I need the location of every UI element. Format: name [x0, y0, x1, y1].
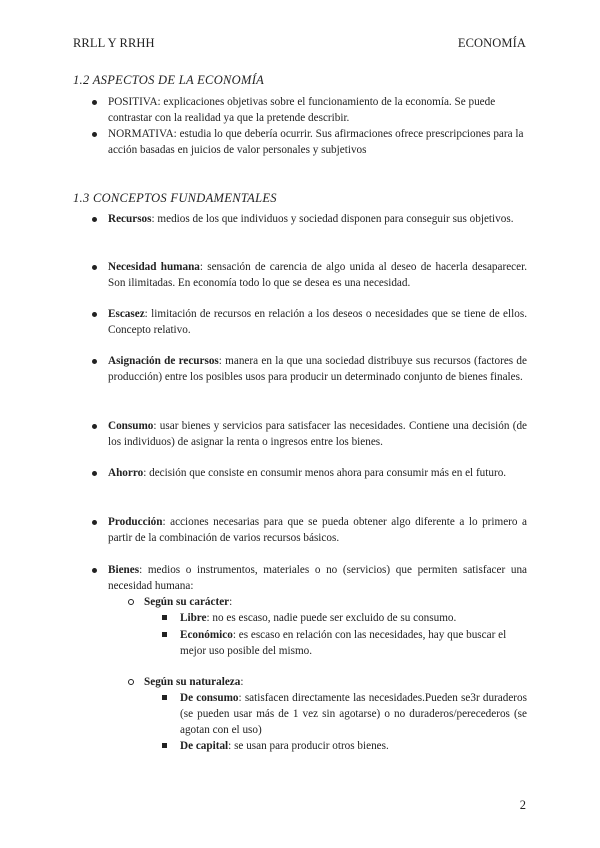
- list-item-positiva: POSITIVA: explicaciones objetivas sobre el funcionamiento de la economía. Se puede contrastar con la realidad ya que la pretende describir.: [90, 94, 527, 126]
- section-title-conceptos: 1.3 CONCEPTOS FUNDAMENTALES: [73, 191, 277, 205]
- bullet-icon: [92, 312, 97, 317]
- bullet-icon: [92, 568, 97, 573]
- circle-bullet-icon: [128, 679, 134, 685]
- bullet-icon: [92, 265, 97, 270]
- concept-asignacion-recursos: Asignación de recursos: manera en la que una sociedad distribuye sus recursos (factores de producción) entre los posibles usos para producir un determinado conjunto de bienes finales.: [90, 353, 527, 385]
- bullet-icon: [92, 520, 97, 525]
- bullet-icon: [92, 359, 97, 364]
- list-item-normativa: NORMATIVA: estudia lo que debería ocurrir. Sus afirmaciones ofrece prescripciones para la acción basadas en juicios de valor personales y subjetivos: [90, 126, 527, 158]
- concept-escasez: Escasez: limitación de recursos en relación a los deseos o necesidades que se tiene de ellos. Concepto relativo.: [90, 306, 527, 338]
- concept-produccion: Producción: acciones necesarias para que se pueda obtener algo diferente a lo primero a partir de la combinación de varios recursos básicos.: [90, 514, 527, 546]
- circle-bullet-icon: [128, 599, 134, 605]
- concept-recursos: Recursos: medios de los que individuos y sociedad disponen para conseguir sus objetivos.: [90, 211, 527, 227]
- bullet-icon: [92, 471, 97, 476]
- bien-economico: Económico: es escaso en relación con las necesidades, hay que buscar el mejor uso posible del mismo.: [162, 627, 527, 659]
- concept-consumo: Consumo: usar bienes y servicios para satisfacer las necesidades. Contiene una decisión (de los individuos) de asignar la renta o ingresos entre los bienes.: [90, 418, 527, 450]
- bullet-icon: [92, 132, 97, 137]
- square-bullet-icon: [162, 695, 167, 700]
- bullet-icon: [92, 217, 97, 222]
- concept-bienes: Bienes: medios o instrumentos, materiales o no (servicios) que permiten satisfacer una necesidad humana:: [90, 562, 527, 594]
- bien-de-consumo: De consumo: satisfacen directamente las necesidades.Pueden se3r duraderos (se pueden usar más de 1 vez sin agotarse) o no duraderos/perecederos (se agotan con el uso): [162, 690, 527, 738]
- concept-ahorro: Ahorro: decisión que consiste en consumir menos ahora para consumir más en el futuro.: [90, 465, 527, 481]
- bullet-icon: [92, 424, 97, 429]
- square-bullet-icon: [162, 743, 167, 748]
- square-bullet-icon: [162, 615, 167, 620]
- bien-de-capital: De capital: se usan para producir otros bienes.: [162, 738, 527, 754]
- sublist-caracter: Según su carácter:: [127, 594, 527, 610]
- page-number: 2: [519, 798, 526, 812]
- header-right: ECONOMÍA: [457, 36, 526, 50]
- bullet-icon: [92, 100, 97, 105]
- square-bullet-icon: [162, 632, 167, 637]
- header-left: RRLL Y RRHH: [73, 36, 155, 50]
- sublist-naturaleza: Según su naturaleza:: [127, 674, 527, 690]
- section-title-aspectos: 1.2 ASPECTOS DE LA ECONOMÍA: [73, 73, 265, 87]
- bien-libre: Libre: no es escaso, nadie puede ser excluido de su consumo.: [162, 610, 527, 626]
- concept-necesidad-humana: Necesidad humana: sensación de carencia de algo unida al deseo de hacerla desaparecer. Son ilimitadas. En economía todo lo que se desea es una necesidad.: [90, 259, 527, 291]
